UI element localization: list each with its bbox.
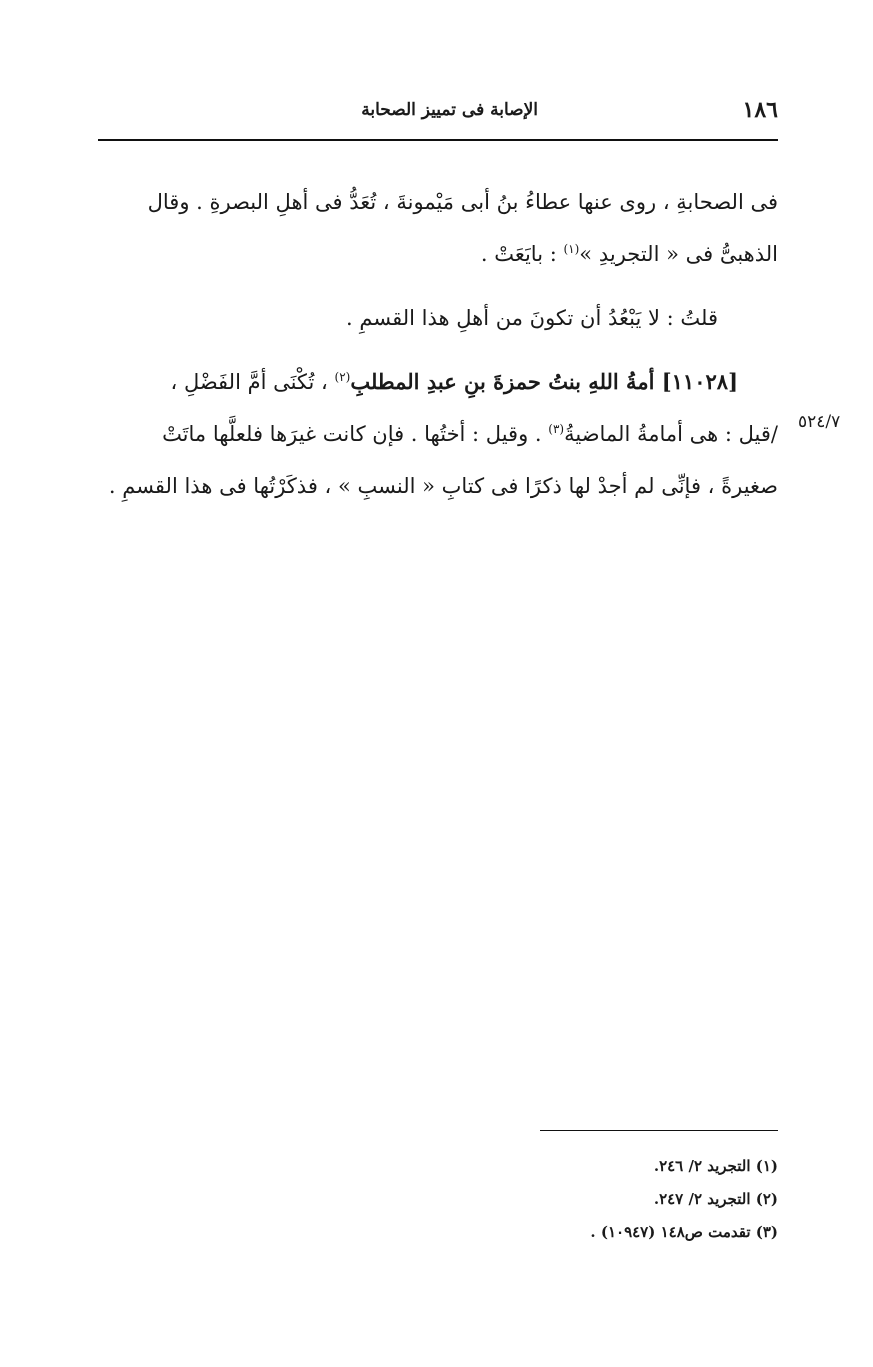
entry-heading: [١١٠٢٨] أمةُ اللهِ بنتُ حمزةَ بنِ عبدِ المطلبِ bbox=[350, 369, 738, 394]
text-line: قلتُ : لا يَبْعُدُ أن تكونَ من أهلِ هذا القسمِ . bbox=[346, 306, 718, 330]
page-number: ١٨٦ bbox=[742, 97, 778, 123]
text-line: /قيل : هى أمامةُ الماضيةُ bbox=[564, 422, 778, 446]
text-line: : بايَعَتْ . bbox=[480, 242, 564, 266]
paragraph-1-line-1 bbox=[98, 176, 778, 228]
text-line: صغيرةً ، فإنِّى لم أجدْ لها ذكرًا فى كتابِ « النسبِ » ، فذكَرْتُها فى هذا القسمِ . bbox=[108, 474, 778, 498]
text-line: الذهبىُّ فى « التجريدِ » bbox=[579, 242, 778, 266]
footnotes bbox=[440, 1150, 778, 1249]
text-line: ، تُكْنَى أمَّ الفَضْلِ ، bbox=[170, 370, 335, 394]
text-line: . وقيل : أختُها . فإن كانت غيرَها فلعلَّها ماتَتْ bbox=[162, 422, 549, 446]
paragraph-2 bbox=[98, 292, 778, 344]
footnote-3: (٣) تقدمت ص١٤٨ (١٠٩٤٧) . bbox=[590, 1223, 778, 1241]
header-rule bbox=[98, 139, 778, 141]
footnote-marker-1: (١) bbox=[563, 242, 580, 256]
entry-line-1 bbox=[98, 356, 778, 408]
main-text bbox=[98, 176, 778, 512]
entry-line-2 bbox=[98, 408, 778, 460]
footnote-2: (٢) التجريد ٢/ ٢٤٧. bbox=[653, 1190, 778, 1208]
footnote-separator bbox=[540, 1130, 778, 1131]
running-title: الإصابة فى تمييز الصحابة bbox=[361, 100, 538, 120]
footnote-marker-2: (٢) bbox=[334, 370, 351, 384]
footnote-1: (١) التجريد ٢/ ٢٤٦. bbox=[653, 1157, 778, 1175]
text-line: فى الصحابةِ ، روى عنها عطاءُ بنُ أبى مَيْمونةَ ، تُعَدُّ فى أهلِ البصرةِ . وقال bbox=[147, 190, 778, 214]
entry-line-3 bbox=[98, 460, 778, 512]
footnote-marker-3: (٣) bbox=[548, 422, 565, 436]
paragraph-1-line-2 bbox=[98, 228, 778, 280]
margin-reference: ٥٢٤/٧ bbox=[798, 412, 841, 432]
page-header bbox=[98, 92, 778, 128]
